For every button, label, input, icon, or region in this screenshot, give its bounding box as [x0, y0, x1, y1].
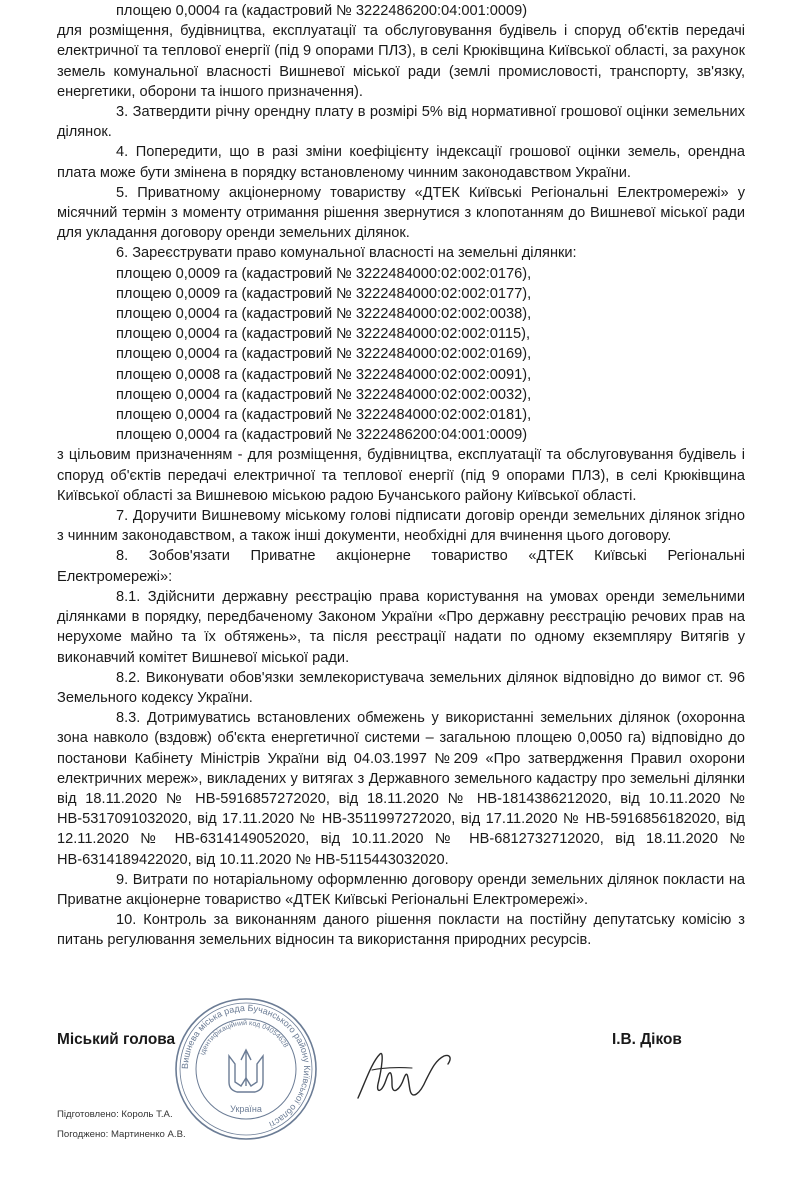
decision-item: 10. Контроль за виконанням даного рішення покласти на постійну депутатську комісію з питань регулювання земельних відносин та використання природних ресурсів.	[57, 912, 745, 949]
decision-item: 8.1. Здійснити державну реєстрацію права користування на умовах оренди земельними ділянками в порядку, передбаченому Законом України «Про державну реєстрацію речових прав на нерухоме майно та їх обтяжень», та після реєстрації надати по одному екземпляру Витягів у виконавчий комітет Вишневої міської ради.	[57, 588, 745, 666]
plot-line: площею 0,0004 га (кадастровий № 3222484000:02:002:0032),	[116, 386, 532, 403]
decision-item: 5. Приватному акціонерному товариству «ДТЕК Київські Регіональні Електромережі» у місячний термін з моменту отримання рішення звернутися з клопотанням до Вишневої міської ради для укладання договору оренди земельних ділянок.	[57, 184, 745, 242]
plot-line: площею 0,0004 га (кадастровий № 3222484000:02:002:0169),	[116, 346, 532, 363]
seal-country: Україна	[230, 1104, 262, 1114]
plot-line: площею 0,0009 га (кадастровий № 3222484000:02:002:0176),	[116, 265, 532, 282]
decision-item: 4. Попередити, що в разі зміни коефіцієнту індексації грошової оцінки земель, орендна плата може бути змінена в порядку встановленому чинним законодавством України.	[57, 144, 745, 181]
decision-item: 7. Доручити Вишневому міському голові підписати договір оренди земельних ділянок згідно з чинним законодавством, а також інші документи, необхідні для вчинення цього договору.	[57, 508, 745, 545]
prepared-by: Підготовлено: Король Т.А.	[57, 1109, 173, 1120]
plot-line: площею 0,0009 га (кадастровий № 3222484000:02:002:0177),	[116, 285, 532, 302]
decision-item: 8. Зобов'язати Приватне акціонерне товариство «ДТЕК Київські Регіональні Електромережі»:	[57, 548, 745, 585]
plot-line: площею 0,0008 га (кадастровий № 3222484000:02:002:0091),	[116, 366, 532, 383]
agreed-by: Погоджено: Мартиненко А.В.	[57, 1129, 186, 1140]
official-seal	[171, 994, 321, 1144]
plot-line: площею 0,0004 га (кадастровий № 3222484000:02:002:0038),	[116, 306, 532, 323]
decision-item: 9. Витрати по нотаріальному оформленню договору оренди земельних ділянок покласти на Приватне акціонерне товариство «ДТЕК Київські Регіональні Електромережі».	[57, 871, 745, 908]
trident-icon	[229, 1050, 263, 1092]
signatory-position: Міський голова	[57, 1031, 176, 1048]
seal-code-text: ідентифікаційний код 04054628	[199, 1019, 290, 1057]
plot-line: площею 0,0004 га (кадастровий № 3222486200:04:001:0009)	[116, 427, 528, 444]
paragraph: з цільовим призначенням - для розміщення, будівництва, експлуатації та обслуговування будівель і споруд об'єктів передачі електричної та теплової енергії (під 9 опорами ПЛЗ), в селі Крюківщина Київської області за Вишневою міською радою Бучанського району Київської області.	[57, 447, 745, 504]
decision-item: 8.2. Виконувати обов'язки землекористувача земельних ділянок відповідно до вимог ст. 96 Земельного кодексу України.	[57, 669, 745, 706]
plot-line: площею 0,0004 га (кадастровий № 3222484000:02:002:0181),	[116, 407, 532, 424]
paragraph: для розміщення, будівництва, експлуатації та обслуговування будівель і споруд об'єктів передачі електричної та теплової енергії (під 9 опорами ПЛЗ), в селі Крюківщина Київської області, за рахунок земель комунальної власності Вишневої міської ради (землі промисловості, транспорту, зв'язку, енергетики, оборони та іншого призначення).	[57, 23, 745, 100]
decision-item: 3. Затвердити річну орендну плату в розмірі 5% від нормативної грошової оцінки земельних ділянок.	[57, 104, 745, 141]
plot-line: площею 0,0004 га (кадастровий № 3222484000:02:002:0115),	[116, 326, 531, 343]
signatory-name: І.В. Діков	[612, 1031, 682, 1048]
seal-ring-text: Вишнева міська рада Бучанського району Київської області	[179, 1002, 313, 1130]
plot-line: площею 0,0004 га (кадастровий № 3222486200:04:001:0009)	[116, 3, 528, 19]
decision-body	[57, 1, 745, 951]
handwritten-signature	[352, 1040, 457, 1110]
decision-item: 8.3. Дотримуватись встановлених обмежень у використанні земельних ділянок (охоронна зона навколо (вздовж) об'єкта енергетичної системи – загальною площею 0,0050 га) відповідно до постанови Кабінету Міністрів України від 04.03.1997 №209 «Про затвердження Правил охорони електричних мереж», викладених у витягах з Державного земельного кадастру про земельні ділянки від 18.11.2020 № НВ-5916857272020, від 18.11.2020 № НВ-1814386212020, від 10.11.2020 № НВ-5317091032020, від 17.11.2020 № НВ-3511997272020, від 17.11.2020 № НВ-5916856182020, від 12.11.2020 № НВ-6314149052020, від 10.11.2020 № НВ-6812732712020, від 18.11.2020 № НВ-6314189422020, від 10.11.2020 № НВ-5115443032020.	[57, 710, 745, 868]
decision-item: 6. Зареєструвати право комунальної власності на земельні ділянки:	[116, 245, 577, 262]
